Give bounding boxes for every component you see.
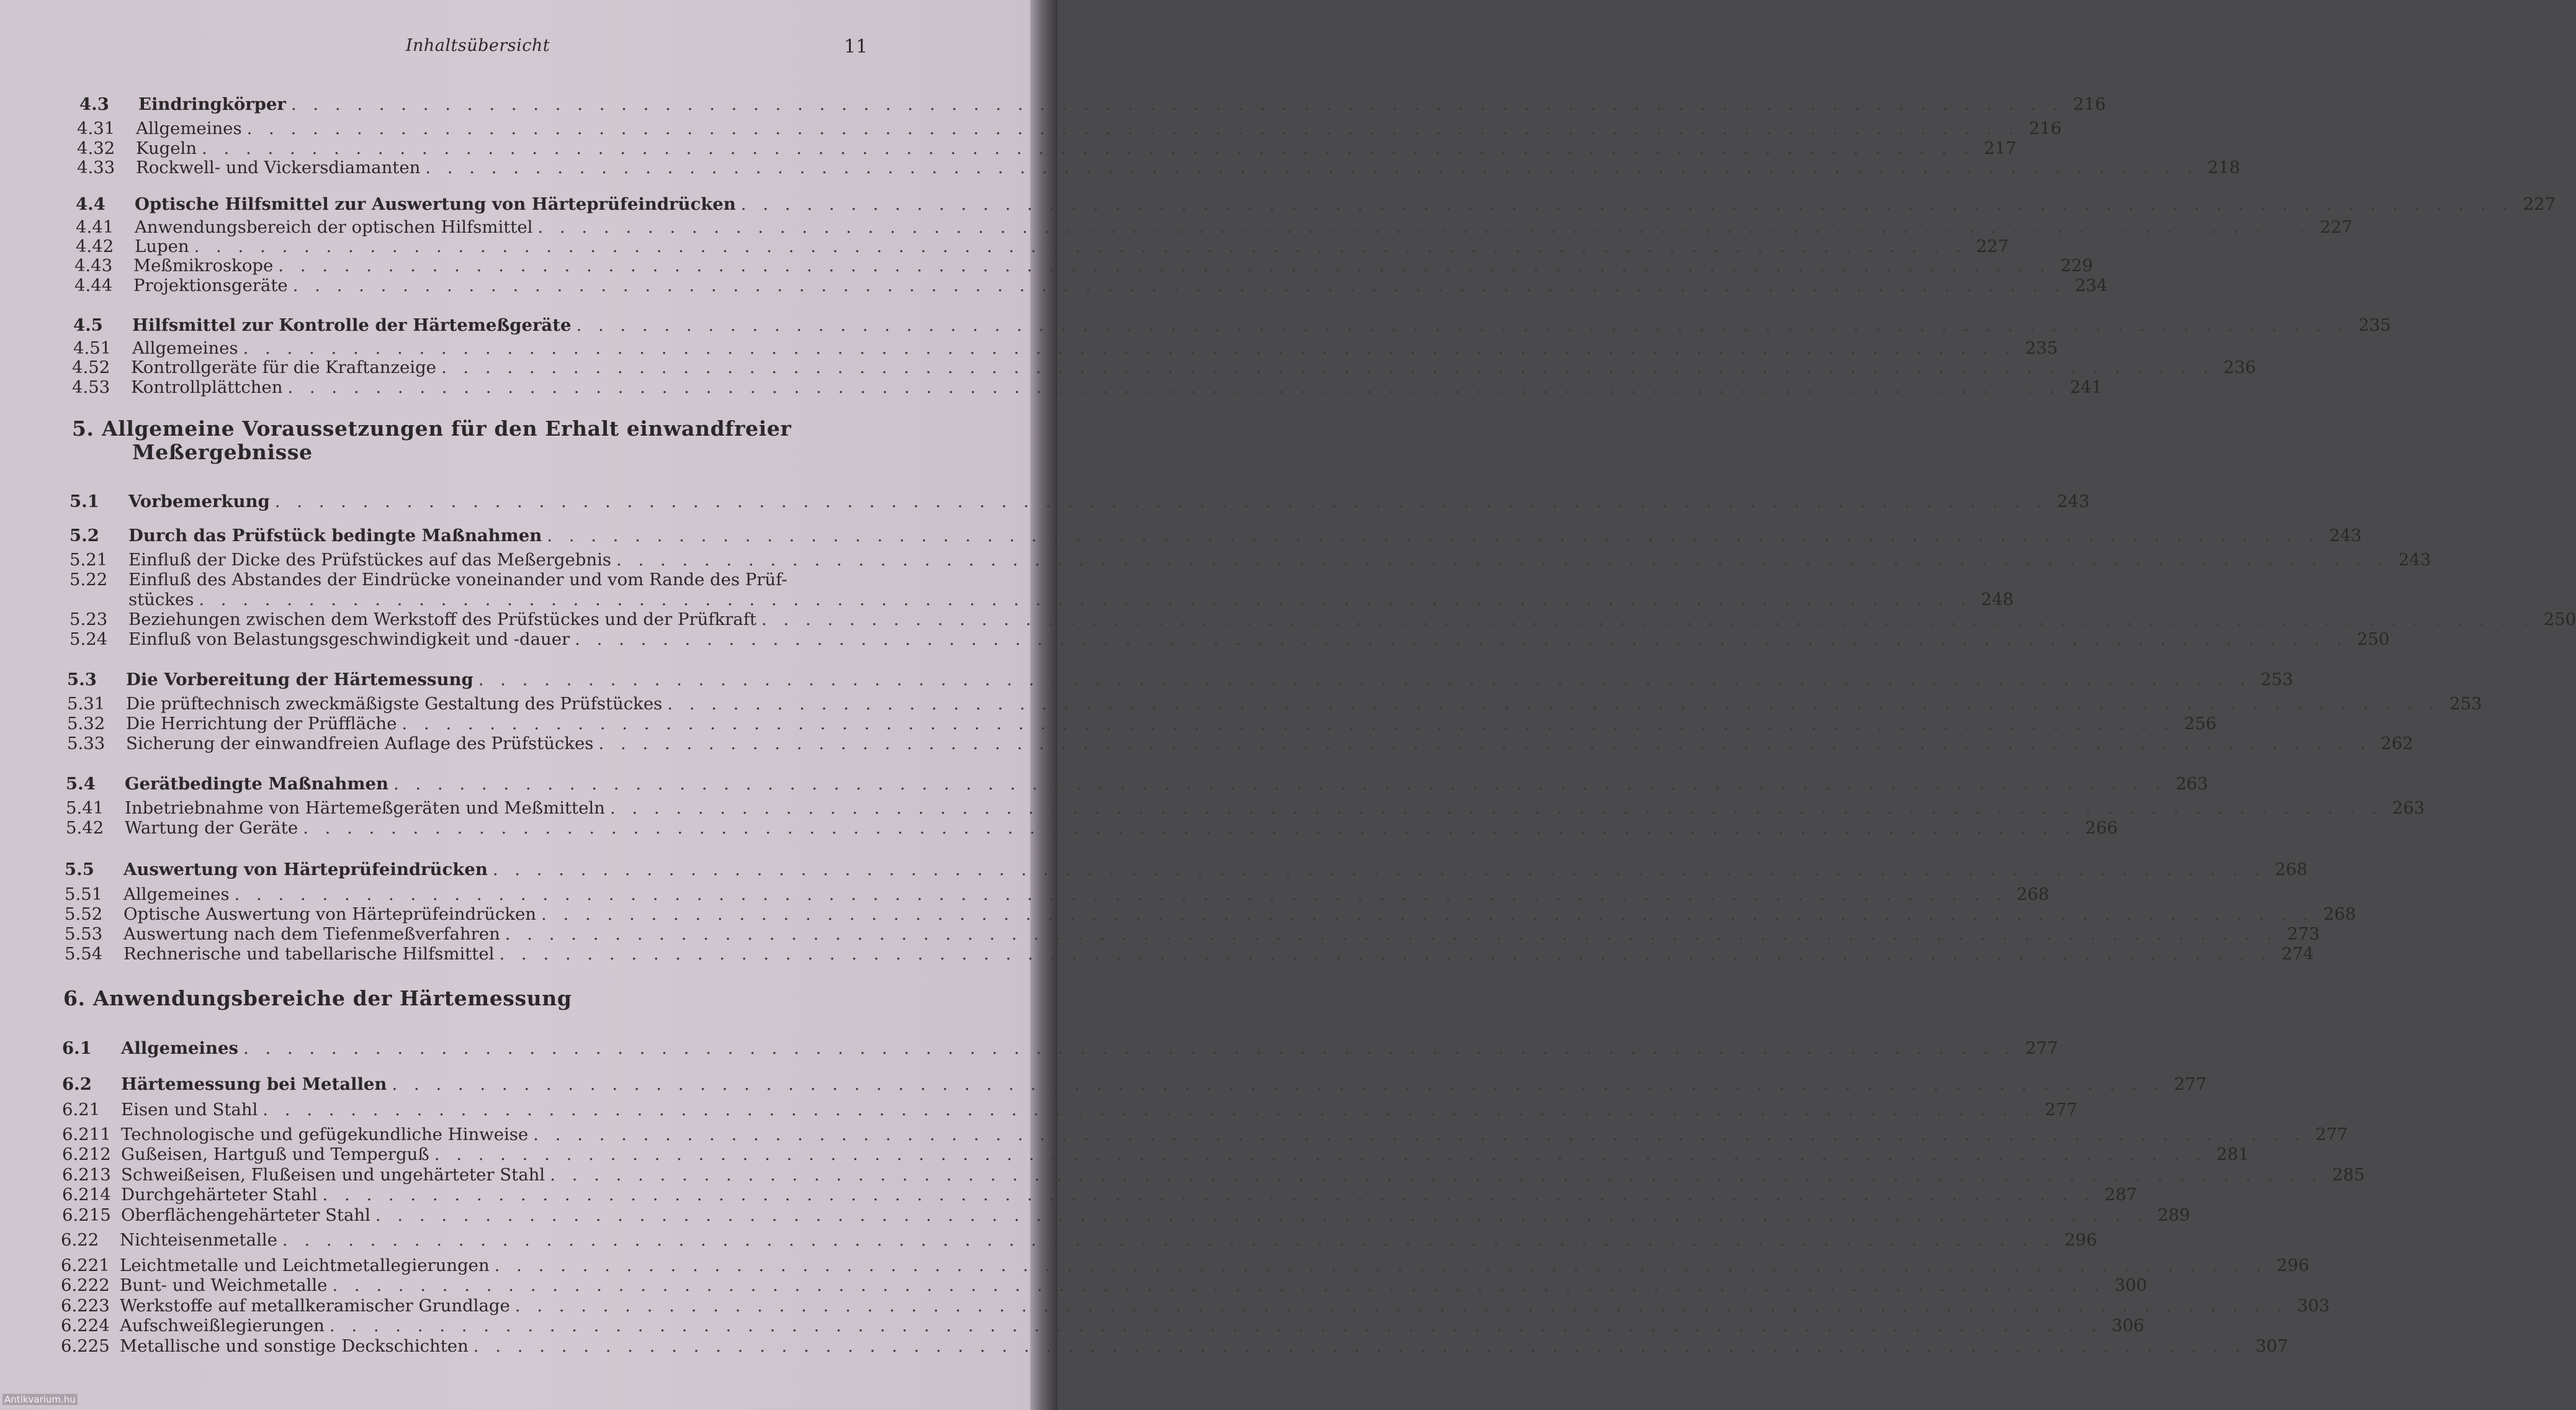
entry-number: 5.5 <box>65 860 94 879</box>
entry-page-number: 227 <box>1976 236 2009 256</box>
toc-entry-row <box>77 156 2240 179</box>
entry-page-number: 281 <box>2216 1144 2250 1164</box>
entry-title: Sicherung der einwandfreien Auflage des Prüfstückes <box>126 734 594 753</box>
entry-title: Die prüftechnisch zweckmäßigste Gestaltung des Prüfstückes <box>126 694 663 714</box>
entry-title: Metallische und sonstige Deckschichten <box>120 1336 469 1356</box>
dot-leader <box>287 376 2060 398</box>
entry-number: 5.1 <box>70 492 99 511</box>
dot-leader <box>402 712 2174 735</box>
toc-entry-row <box>67 693 2482 715</box>
entry-number: 6.224 <box>61 1316 110 1336</box>
entry-page-number: 277 <box>2315 1125 2348 1144</box>
entry-page-number: 256 <box>2184 714 2217 734</box>
entry-title: Kontrollgeräte für die Kraftanzeige <box>131 357 436 377</box>
chapter-number: 5. <box>72 416 94 441</box>
entry-number: 6.225 <box>61 1336 110 1356</box>
entry-title: Die Vorbereitung der Härtemessung <box>126 670 473 689</box>
toc-entry-row <box>70 549 2431 571</box>
entry-title: Schweißeisen, Flußeisen und ungehärteter Stahl <box>121 1165 545 1185</box>
dot-leader <box>550 1164 2322 1186</box>
toc-entry-row <box>77 117 2062 140</box>
entry-title: Einfluß des Abstandes der Eindrücke voneinander und vom Rande des Prüf- <box>128 570 788 590</box>
entry-number: 6.213 <box>62 1165 111 1185</box>
entry-page-number: 289 <box>2157 1205 2191 1225</box>
entry-title: Allgemeines <box>121 1038 238 1058</box>
toc-section-row <box>70 524 2362 547</box>
entry-page-number: 227 <box>2320 217 2353 237</box>
entry-page-number: 306 <box>2111 1316 2145 1336</box>
entry-title: Optische Hilfsmittel zur Auswertung von Härteprüfeindrücken <box>135 194 736 214</box>
entry-page-number: 262 <box>2381 734 2413 753</box>
entry-number: 4.3 <box>79 94 109 114</box>
entry-page-number: 277 <box>2174 1074 2207 1094</box>
entry-number: 6.2 <box>62 1074 92 1094</box>
toc-entry-row <box>61 1254 2310 1277</box>
entry-page-number: 285 <box>2331 1165 2365 1185</box>
entry-page-number: 268 <box>2323 904 2356 924</box>
toc-entry-row <box>70 608 2576 631</box>
entry-number: 4.52 <box>72 357 110 377</box>
entry-title: Werkstoffe auf metallkeramischer Grundlage <box>120 1296 510 1316</box>
entry-page-number: 307 <box>2255 1336 2289 1356</box>
toc-entry-row <box>65 943 2314 965</box>
entry-number: 4.51 <box>73 338 112 358</box>
entry-title: Eindringkörper <box>138 94 286 114</box>
entry-number: 5.23 <box>70 609 108 629</box>
toc-section-row <box>62 1037 2058 1059</box>
entry-page-number: 227 <box>2523 194 2556 214</box>
chapter-number: 6. <box>63 986 86 1010</box>
entry-page-number: 248 <box>1981 590 2014 609</box>
toc-section-row <box>76 193 2556 215</box>
entry-page-number: 235 <box>2025 338 2058 358</box>
toc-entry-row <box>62 1123 2348 1146</box>
entry-number: 6.1 <box>62 1038 92 1058</box>
dot-leader <box>375 1204 2148 1226</box>
toc-entry-row <box>66 817 2118 839</box>
entry-page-number: 217 <box>1983 138 2017 158</box>
dot-leader <box>278 254 2050 277</box>
entry-page-number: 296 <box>2064 1230 2098 1250</box>
toc-entry-row <box>62 1183 2137 1206</box>
entry-title: Optische Auswertung von Härteprüfeindrücken <box>123 904 537 924</box>
toc-entry-row <box>72 356 2256 379</box>
toc-entry-row <box>67 712 2217 735</box>
toc-entry-row <box>62 1204 2191 1226</box>
toc-entry-row <box>70 628 2390 650</box>
entry-title: Gußeisen, Hartguß und Temperguß <box>121 1144 429 1164</box>
toc-entry-row <box>62 1164 2365 1186</box>
dot-leader <box>434 1143 2207 1165</box>
toc-entry-row <box>62 1098 2078 1121</box>
entry-title: Die Herrichtung der Prüffläche <box>126 714 397 734</box>
dot-leader <box>293 274 2065 297</box>
entry-title: Nichteisenmetalle <box>120 1230 277 1250</box>
dot-leader <box>616 549 2389 571</box>
entry-number: 4.31 <box>77 119 115 138</box>
dot-leader <box>741 193 2513 215</box>
entry-title: Oberflächengehärteter Stahl <box>121 1205 370 1225</box>
toc-entry-row <box>72 376 2103 398</box>
entry-number: 5.51 <box>65 884 103 904</box>
entry-page-number: 235 <box>2358 315 2391 335</box>
entry-title: Lupen <box>135 236 189 256</box>
entry-page-number: 268 <box>2274 860 2308 879</box>
dot-leader <box>275 490 2047 513</box>
entry-title: Gerätbedingte Maßnahmen <box>125 774 388 794</box>
entry-number: 6.223 <box>61 1296 110 1316</box>
dot-leader <box>282 1229 2055 1251</box>
entry-page-number: 216 <box>2073 94 2106 114</box>
chapter-title-line1: Anwendungsbereiche der Härtemessung <box>93 986 572 1010</box>
dot-leader <box>322 1183 2094 1206</box>
toc-entry-row <box>74 274 2108 297</box>
toc-section-row <box>70 490 2090 513</box>
entry-number: 6.22 <box>61 1230 99 1250</box>
toc-entry-row <box>61 1295 2330 1317</box>
toc-section-row <box>73 314 2391 336</box>
toc-entry-row <box>65 883 2049 905</box>
entry-number: 5.53 <box>65 924 103 944</box>
dot-leader <box>235 883 2007 905</box>
entry-title: Allgemeines <box>123 884 230 904</box>
dot-leader <box>495 1254 2267 1277</box>
toc-entry-row <box>70 588 2014 611</box>
toc-entry-row <box>65 903 2356 925</box>
entry-page-number: 277 <box>2045 1100 2078 1120</box>
dot-leader <box>247 117 2019 140</box>
entry-title: Einfluß der Dicke des Prüfstückes auf das Meßergebnis <box>128 550 611 570</box>
toc-section-row <box>67 668 2294 691</box>
entry-page-number: 218 <box>2207 158 2240 177</box>
entry-number: 4.42 <box>76 236 114 256</box>
entry-page-number: 296 <box>2276 1255 2310 1275</box>
entry-number: 4.32 <box>77 138 115 158</box>
toc-entry-row <box>65 923 2320 945</box>
entry-number: 6.222 <box>61 1275 110 1295</box>
toc-section-row <box>62 1073 2207 1095</box>
dot-leader <box>291 93 2063 115</box>
toc-entry-row <box>62 1143 2250 1165</box>
dot-leader <box>575 628 2347 650</box>
toc-entry-row <box>74 254 2093 277</box>
entry-title: Wartung der Geräte <box>125 818 298 838</box>
entry-page-number: 263 <box>2175 774 2209 794</box>
entry-page-number: 253 <box>2449 694 2482 714</box>
entry-number: 6.214 <box>62 1185 111 1205</box>
entry-title: Durchgehärteter Stahl <box>121 1185 318 1205</box>
entry-page-number: 234 <box>2075 276 2108 295</box>
entry-title: Leichtmetalle und Leichtmetallegierungen <box>120 1255 490 1275</box>
entry-number: 6.21 <box>62 1100 101 1120</box>
dot-leader <box>263 1098 2035 1121</box>
dot-leader <box>576 314 2348 336</box>
entry-title: Beziehungen zwischen dem Werkstoff des Prüfstückes und der Prüfkraft <box>128 609 756 629</box>
entry-title: Technologische und gefügekundliche Hinweise <box>121 1125 529 1144</box>
dot-leader <box>533 1123 2305 1146</box>
entry-page-number: 266 <box>2085 818 2118 838</box>
toc-section-row <box>65 858 2308 881</box>
entry-title: Rechnerische und tabellarische Hilfsmittel <box>123 944 495 964</box>
toc-entry-row <box>70 568 880 591</box>
entry-number: 6.212 <box>62 1144 111 1164</box>
entry-number: 5.42 <box>66 818 104 838</box>
entry-title: Projektionsgeräte <box>133 276 288 295</box>
entry-title: Kontrollplättchen <box>131 377 283 397</box>
dot-leader <box>332 1274 2104 1296</box>
entry-number: 5.2 <box>70 526 99 546</box>
entry-page-number: 250 <box>2357 629 2390 649</box>
dot-leader <box>667 693 2439 715</box>
dot-leader <box>243 1037 2016 1059</box>
entry-number: 4.41 <box>76 217 114 237</box>
entry-number: 5.3 <box>67 670 97 689</box>
dot-leader <box>515 1295 2287 1317</box>
toc-entry-row <box>61 1335 2289 1357</box>
dot-leader <box>505 923 2278 945</box>
entry-page-number: 300 <box>2114 1275 2147 1295</box>
entry-page-number: 263 <box>2392 798 2425 818</box>
entry-number: 4.43 <box>74 256 113 276</box>
dot-leader <box>199 588 1971 611</box>
entry-page-number: 243 <box>2057 492 2090 511</box>
dot-leader <box>547 524 2319 547</box>
entry-page-number: 274 <box>2281 944 2314 964</box>
dot-leader <box>393 773 2166 795</box>
dot-leader <box>499 943 2271 965</box>
entry-title: Kugeln <box>136 138 197 158</box>
entry-page-number: 277 <box>2025 1038 2058 1058</box>
entry-number: 5.31 <box>67 694 105 714</box>
entry-title: Aufschweißlegierungen <box>120 1316 325 1336</box>
entry-number: 4.53 <box>72 377 110 397</box>
entry-title: Anwendungsbereich der optischen Hilfsmittel <box>135 217 533 237</box>
dot-leader <box>598 732 2371 755</box>
entry-number: 6.221 <box>61 1255 110 1275</box>
toc-section-row <box>66 773 2209 795</box>
entry-number: 5.21 <box>70 550 108 570</box>
entry-title: Meßmikroskope <box>133 256 274 276</box>
entry-title: Hilfsmittel zur Kontrolle der Härtemeßgeräte <box>132 315 572 335</box>
entry-number: 5.22 <box>70 570 108 590</box>
watermark: Antikvarium.hu <box>2 1394 78 1405</box>
page-number: 11 <box>844 36 868 58</box>
toc-section-row <box>79 93 2106 115</box>
entry-page-number: 243 <box>2329 526 2362 546</box>
entry-page-number: 253 <box>2260 670 2294 689</box>
dot-leader <box>610 797 2382 819</box>
entry-number: 5.32 <box>67 714 105 734</box>
entry-number: 5.52 <box>65 904 103 924</box>
entry-number: 4.44 <box>74 276 113 295</box>
entry-page-number: 236 <box>2223 357 2256 377</box>
entry-number: 5.24 <box>70 629 108 649</box>
dot-leader <box>392 1073 2164 1095</box>
running-title: Inhaltsübersicht <box>405 36 550 55</box>
entry-title: Vorbemerkung <box>128 492 270 511</box>
entry-number: 5.41 <box>66 798 104 818</box>
toc-entry-row <box>61 1274 2147 1296</box>
entry-number: 5.4 <box>66 774 96 794</box>
dot-leader <box>473 1335 2246 1357</box>
entry-page-number: 216 <box>2029 119 2062 138</box>
entry-page-number: 268 <box>2016 884 2049 904</box>
dot-leader <box>425 156 2197 179</box>
entry-number: 6.211 <box>62 1125 111 1144</box>
entry-number: 6.215 <box>62 1205 111 1225</box>
dot-leader <box>493 858 2265 881</box>
entry-title: Bunt- und Weichmetalle <box>120 1275 328 1295</box>
entry-page-number: 250 <box>2543 609 2576 629</box>
entry-title: Eisen und Stahl <box>121 1100 258 1120</box>
entry-title: stückes <box>128 590 194 609</box>
toc-entry-row <box>61 1314 2145 1337</box>
entry-title: Auswertung nach dem Tiefenmeßverfahren <box>123 924 500 944</box>
toc-entry-row <box>66 797 2425 819</box>
dot-leader <box>478 668 2251 691</box>
entry-title: Rockwell- und Vickersdiamanten <box>136 158 421 177</box>
entry-number: 5.54 <box>65 944 103 964</box>
chapter-heading-5 <box>72 417 791 464</box>
entry-page-number: 243 <box>2398 550 2431 570</box>
entry-page-number: 303 <box>2297 1296 2330 1316</box>
entry-page-number: 287 <box>2104 1185 2137 1205</box>
dot-leader <box>441 356 2214 379</box>
entry-title: Einfluß von Belastungsgeschwindigkeit und -dauer <box>128 629 570 649</box>
entry-number: 4.5 <box>73 315 103 335</box>
entry-title: Allgemeines <box>136 119 242 138</box>
dot-leader <box>541 903 2313 925</box>
entry-page-number: 229 <box>2060 256 2093 276</box>
dot-leader <box>330 1314 2102 1337</box>
entry-page-number: 273 <box>2287 924 2320 944</box>
toc-entry-row <box>67 732 2413 755</box>
toc-entry-row <box>61 1229 2098 1251</box>
dot-leader <box>303 817 2075 839</box>
entry-title: Durch das Prüfstück bedingte Maßnahmen <box>128 526 542 546</box>
chapter-title-line1: Allgemeine Voraussetzungen für den Erhalt einwandfreier <box>102 416 792 441</box>
entry-title: Allgemeines <box>132 338 238 358</box>
entry-number: 4.4 <box>76 194 105 214</box>
dot-leader <box>761 608 2534 631</box>
entry-page-number: 241 <box>2070 377 2103 397</box>
chapter-title-line2: Meßergebnisse <box>132 440 313 464</box>
entry-number: 4.33 <box>77 158 115 177</box>
chapter-heading-6 <box>63 987 572 1010</box>
entry-title: Härtemessung bei Metallen <box>121 1074 387 1094</box>
entry-number: 5.33 <box>67 734 105 753</box>
entry-title: Auswertung von Härteprüfeindrücken <box>123 860 488 879</box>
entry-title: Inbetriebnahme von Härtemeßgeräten und Meßmitteln <box>125 798 605 818</box>
